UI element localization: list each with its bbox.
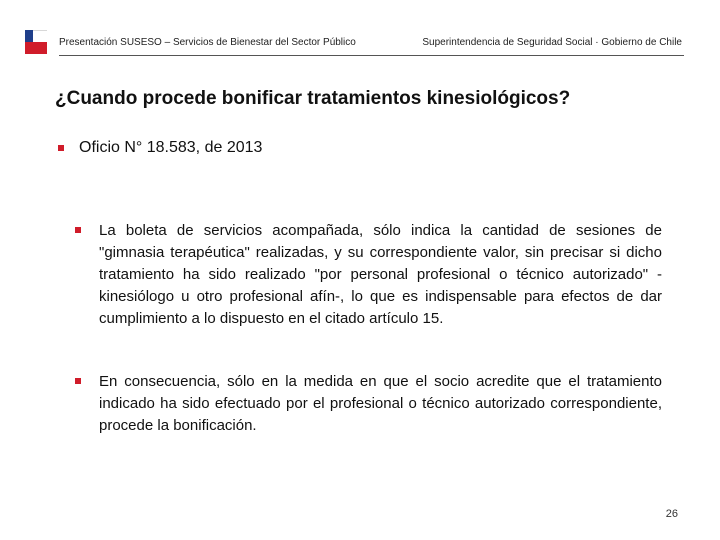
level1-bullet-text: Oficio N° 18.583, de 2013: [79, 139, 263, 156]
level2-bullet: [75, 371, 662, 437]
header-organization: Superintendencia de Seguridad Social · Gobierno de Chile: [422, 37, 682, 48]
header-divider: [59, 55, 684, 56]
bullet-square-icon: [75, 227, 81, 233]
bullet-square-icon: [58, 145, 64, 151]
chile-flag-logo: [25, 30, 47, 54]
level2-bullet-text: En consecuencia, sólo en la medida en que el socio acredite que el tratamiento indicado ha sido efectuado por el profesional o técnico autorizado correspondiente, procede la bonificación.: [99, 373, 662, 434]
header-presentation-title: Presentación SUSESO – Servicios de Bienestar del Sector Público: [59, 37, 356, 48]
level2-bullet-text: La boleta de servicios acompañada, sólo indica la cantidad de sesiones de "gimnasia terapéutica" realizadas, y su correspondiente valor, sin precisar si dicho tratamiento ha sido realizado "por personal profesional o técnico autorizado" -kinesiólogo u otro profesional afín-, lo que es indispensable para efectos de dar cumplimiento a lo dispuesto en el citado artículo 15.: [99, 222, 662, 327]
bullet-square-icon: [75, 378, 81, 384]
page-number: 26: [665, 508, 678, 520]
level2-bullet: [75, 220, 662, 330]
slide-title: ¿Cuando procede bonificar tratamientos kinesiológicos?: [55, 88, 571, 109]
level1-bullet: [58, 139, 262, 157]
